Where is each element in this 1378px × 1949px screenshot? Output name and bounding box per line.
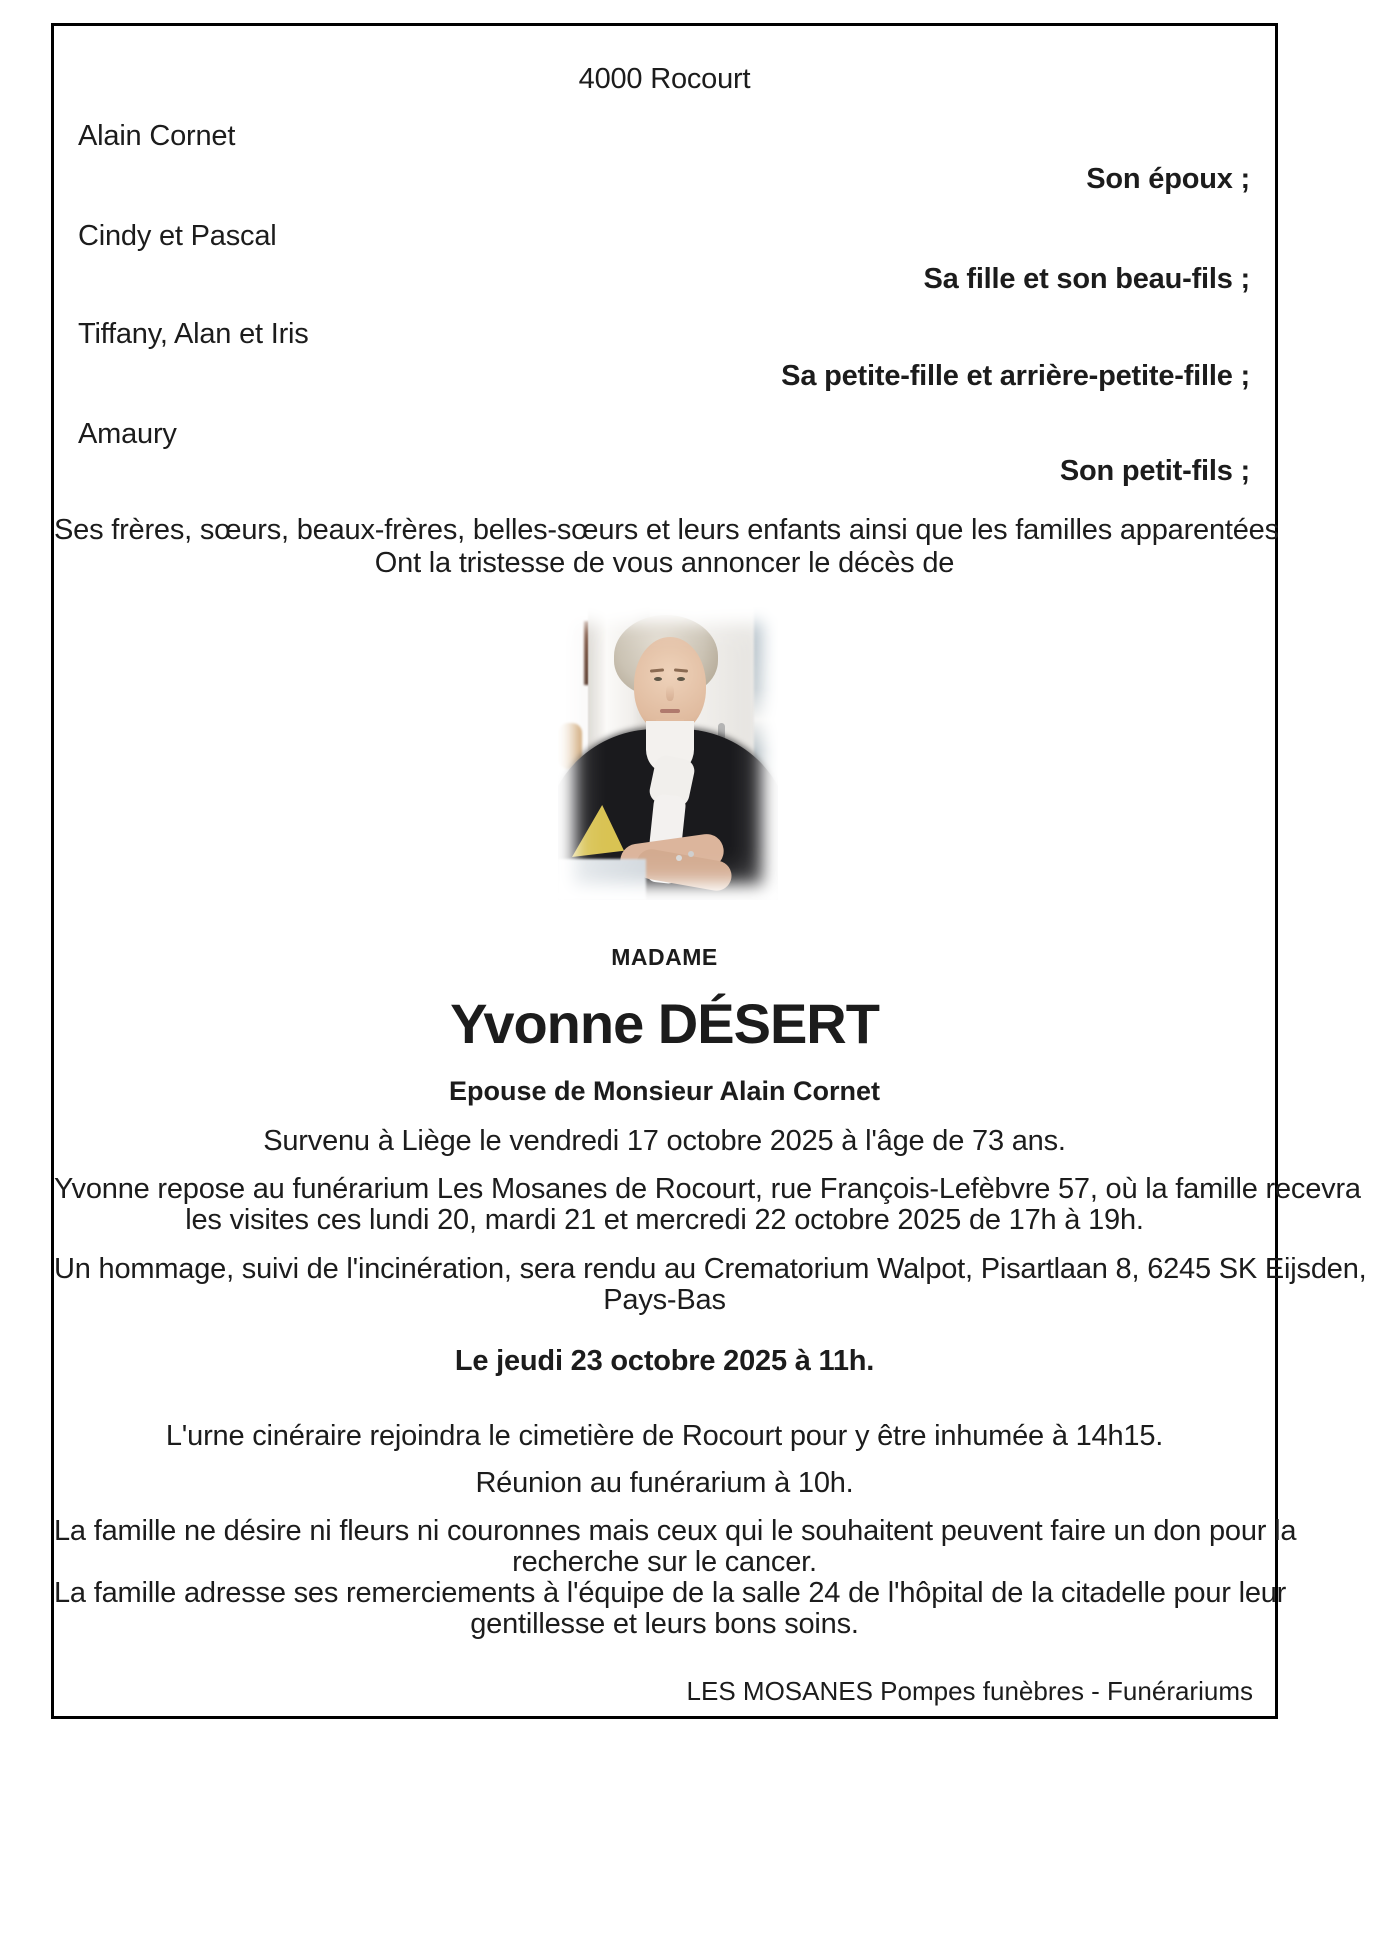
photo-soft-edge bbox=[558, 607, 778, 900]
intro-line: Ont la tristesse de vous annoncer le décès de bbox=[374, 547, 955, 579]
thanks-line: gentillesse et leurs bons soins. bbox=[470, 1608, 859, 1640]
urn-line: L'urne cinéraire rejoindra le cimetière de Rocourt pour y être inhumée à 14h15. bbox=[165, 1420, 1164, 1452]
family-wishes-paragraph bbox=[54, 1515, 1297, 1640]
family-member-name: Tiffany, Alan et Iris bbox=[78, 318, 309, 350]
deceased-name: Yvonne DÉSERT bbox=[450, 992, 879, 1055]
portrait-photo bbox=[558, 607, 778, 900]
visits-paragraph bbox=[54, 1173, 1361, 1236]
wishes-line: La famille ne désire ni fleurs ni couronnes mais ceux qui le souhaitent peuvent faire un don pour la bbox=[54, 1515, 1297, 1547]
deceased-title: MADAME bbox=[611, 944, 718, 970]
ceremony-line: Pays-Bas bbox=[603, 1284, 726, 1316]
family-member-relation: Sa petite-fille et arrière-petite-fille ; bbox=[781, 360, 1250, 392]
death-notice-line: Survenu à Liège le vendredi 17 octobre 2025 à l'âge de 73 ans. bbox=[263, 1125, 1066, 1157]
funeral-home-signature: LES MOSANES Pompes funèbres - Funérariums bbox=[686, 1676, 1253, 1706]
page-border-frame bbox=[51, 23, 1367, 1719]
intro-line: Ses frères, sœurs, beaux-frères, belles-sœurs et leurs enfants ainsi que les familles apparentées bbox=[54, 514, 1279, 546]
family-member-relation: Son époux ; bbox=[1086, 163, 1250, 195]
spouse-line: Epouse de Monsieur Alain Cornet bbox=[448, 1076, 881, 1106]
thanks-line: La famille adresse ses remerciements à l'équipe de la salle 24 de l'hôpital de la citadelle pour leur bbox=[54, 1577, 1287, 1609]
wishes-line: recherche sur le cancer. bbox=[512, 1546, 817, 1578]
address-line: 4000 Rocourt bbox=[578, 63, 751, 95]
ceremony-date-line: Le jeudi 23 octobre 2025 à 11h. bbox=[454, 1345, 875, 1377]
family-member-name: Cindy et Pascal bbox=[78, 220, 277, 252]
family-member-name: Alain Cornet bbox=[78, 120, 236, 152]
family-member-relation: Sa fille et son beau-fils ; bbox=[923, 263, 1250, 295]
family-member-relation: Son petit-fils ; bbox=[1059, 455, 1250, 487]
visits-line: les visites ces lundi 20, mardi 21 et mercredi 22 octobre 2025 de 17h à 19h. bbox=[185, 1204, 1144, 1236]
family-member-name: Amaury bbox=[78, 418, 177, 450]
ceremony-line: Un hommage, suivi de l'incinération, sera rendu au Crematorium Walpot, Pisartlaan 8, 6245 SK Eijsden, bbox=[54, 1253, 1367, 1285]
ceremony-paragraph bbox=[54, 1253, 1367, 1316]
announcement-intro bbox=[54, 514, 1279, 580]
meeting-line: Réunion au funérarium à 10h. bbox=[475, 1467, 854, 1499]
visits-line: Yvonne repose au funérarium Les Mosanes de Rocourt, rue François-Lefèbvre 57, où la famille recevra bbox=[54, 1173, 1361, 1205]
